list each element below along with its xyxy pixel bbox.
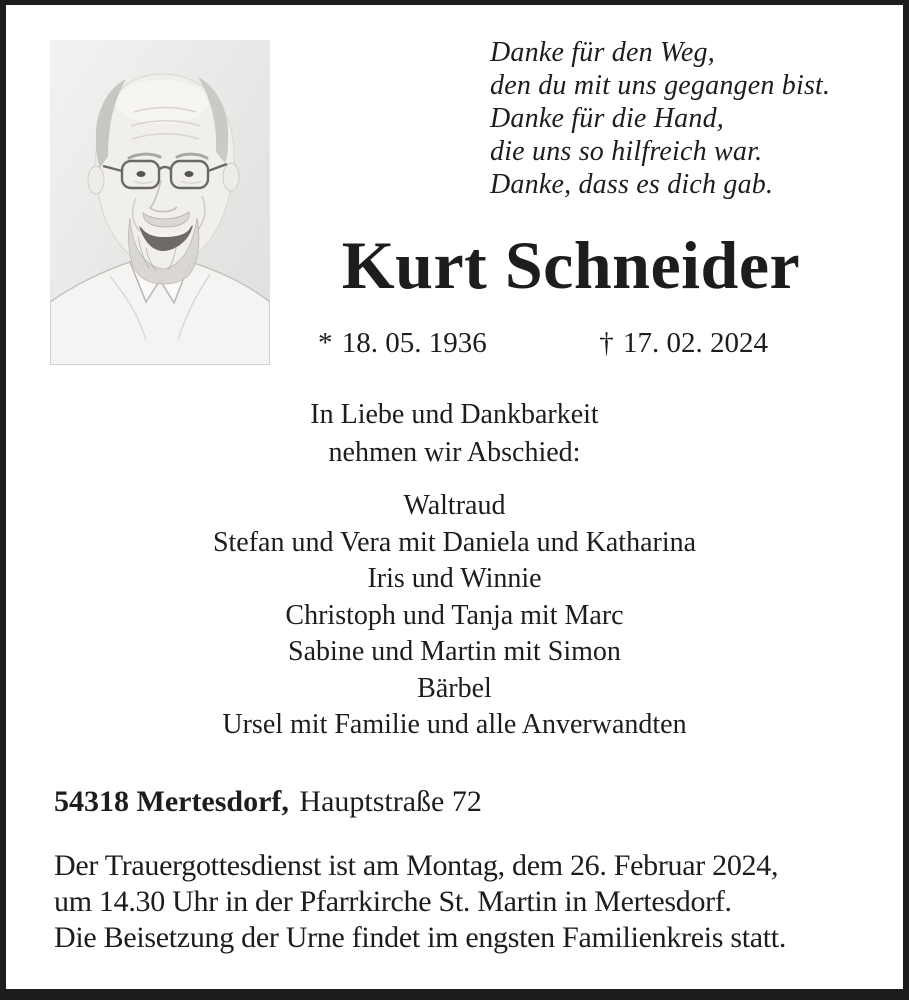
mourner-line: Ursel mit Familie und alle Anverwandten [222,709,687,740]
memorial-verse [490,36,830,201]
born-symbol: * [318,327,333,359]
mourner-line: Waltraud [403,490,506,521]
service-line: Der Trauergottesdienst ist am Montag, dem 26. Februar 2024, [54,849,779,882]
portrait-photo-image [50,40,270,365]
farewell-intro [6,396,903,472]
service-line: Die Beisetzung der Urne findet im engsten Familienkreis statt. [54,921,787,954]
deceased-name: Kurt Schneider [341,227,801,303]
mourner-line: Iris und Winnie [367,563,542,594]
mourner-line: Stefan und Vera mit Daniela und Katharina [212,526,697,558]
verse-line: Danke, dass es dich gab. [490,169,774,200]
mourner-line: Bärbel [417,672,492,704]
address-city: 54318 Mertesdorf, [54,785,289,818]
cross-symbol: † [599,327,614,359]
address-line [54,784,482,820]
verse-line: Danke für die Hand, [490,103,724,134]
verse-line: Danke für den Weg, [490,37,715,68]
death-date-value: 17. 02. 2024 [623,327,768,359]
death-date [599,326,768,360]
service-details [54,848,869,956]
eye-left [137,171,146,177]
portrait-photo [50,40,270,365]
verse-line: die uns so hilfreich war. [490,136,763,167]
birth-date [318,326,487,360]
mourner-line: Sabine und Martin mit Simon [288,636,621,667]
address-street: Hauptstraße 72 [299,785,482,818]
life-dates [318,326,768,360]
mourner-line: Christoph und Tanja mit Marc [285,599,624,631]
mourners-list [6,488,903,744]
intro-line: nehmen wir Abschied: [328,437,581,468]
verse-line: den du mit uns gegangen bist. [490,70,831,101]
eye-right [185,171,194,177]
service-line: um 14.30 Uhr in der Pfarrkirche St. Martin in Mertesdorf. [54,885,732,918]
birth-date-value: 18. 05. 1936 [341,327,487,359]
intro-line: In Liebe und Dankbarkeit [310,399,599,430]
